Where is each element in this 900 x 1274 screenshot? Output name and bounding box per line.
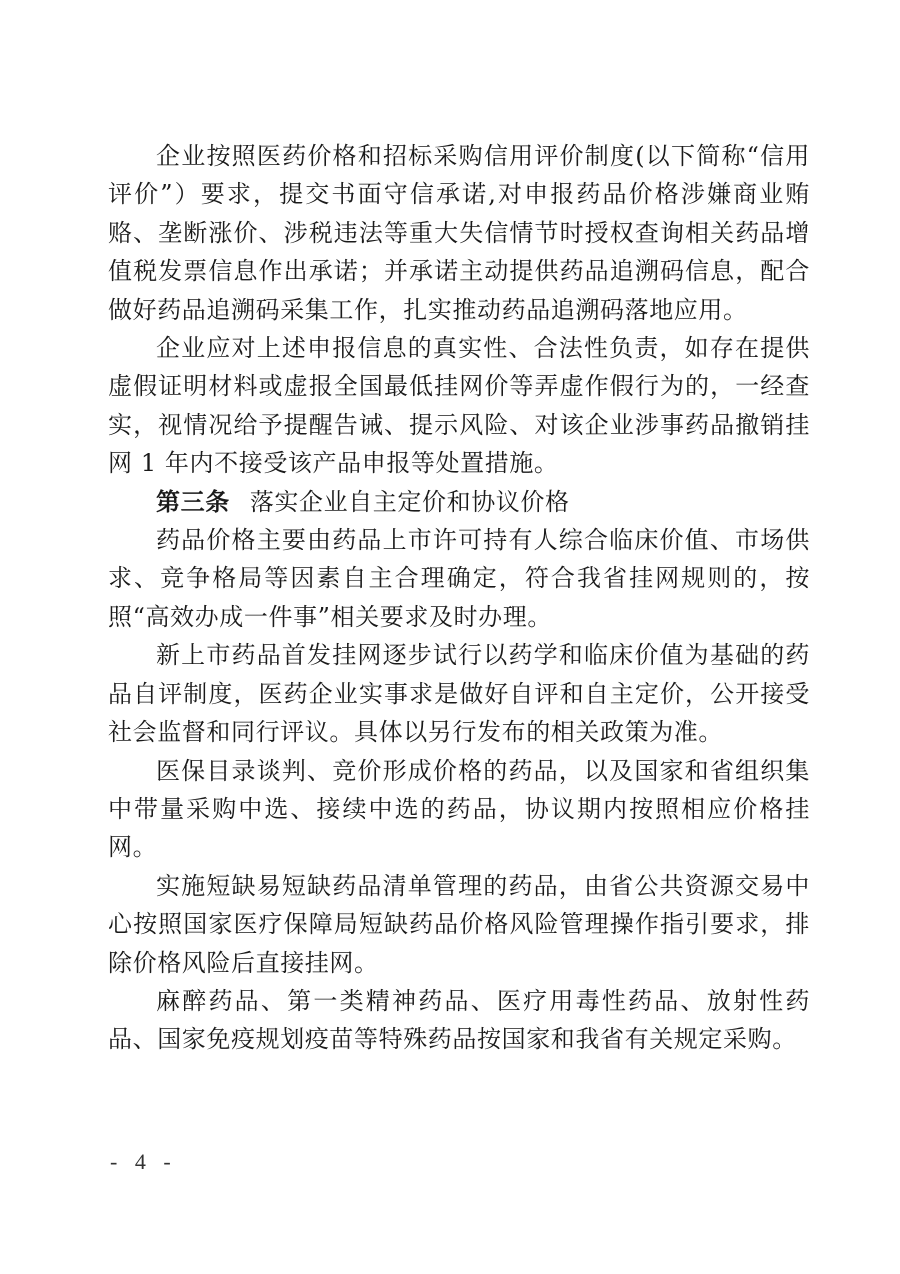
paragraph-self-pricing: 药品价格主要由药品上市许可持有人综合临床价值、市场供求、竞争格局等因素自主合理确定，符合我省挂网规则的，按照“高效办成一件事”相关要求及时办理。 — [108, 526, 810, 631]
document-body — [108, 137, 810, 1059]
paragraph-new-drug-listing: 新上市药品首发挂网逐步试行以药学和临床价值为基础的药品自评制度，医药企业实事求是做好自评和自主定价，公开接受社会监督和同行评议。具体以另行发布的相关政策为准。 — [108, 641, 810, 747]
paragraph-credit-commitment: 企业按照医药价格和招标采购信用评价制度(以下简称“信用评价”）要求，提交书面守信承诺,对申报药品价格涉嫌商业贿赂、垄断涨价、涉税违法等重大失信情节时授权查询相关药品增值税发票信息作出承诺；并承诺主动提供药品追溯码信息，配合做好药品追溯码采集工作，扎实推动药品追溯码落地应用。 — [108, 142, 810, 324]
paragraph-responsibility: 企业应对上述申报信息的真实性、合法性负责，如存在提供虚假证明材料或虚报全国最低挂网价等弄虚作假行为的，一经查实，视情况给予提醒告诫、提示风险、对该企业涉事药品撤销挂网 1 年内不接受该产品申报等处置措施。 — [108, 334, 810, 478]
article-title: 落实企业自主定价和协议价格 — [249, 487, 570, 516]
paragraph-shortage-drugs: 实施短缺易短缺药品清单管理的药品，由省公共资源交易中心按照国家医疗保障局短缺药品价格风险管理操作指引要求，排除价格风险后直接挂网。 — [108, 871, 810, 977]
article-number: 第三条 — [156, 487, 230, 516]
article-heading — [108, 483, 810, 521]
paragraph-special-drugs: 麻醉药品、第一类精神药品、医疗用毒性药品、放射性药品、国家免疫规划疫苗等特殊药品按国家和我省有关规定采购。 — [108, 986, 810, 1054]
page-number: - 4 - — [110, 1149, 177, 1174]
paragraph-negotiated-prices: 医保目录谈判、竞价形成价格的药品，以及国家和省组织集中带量采购中选、接续中选的药品，协议期内按照相应价格挂网。 — [108, 756, 810, 862]
